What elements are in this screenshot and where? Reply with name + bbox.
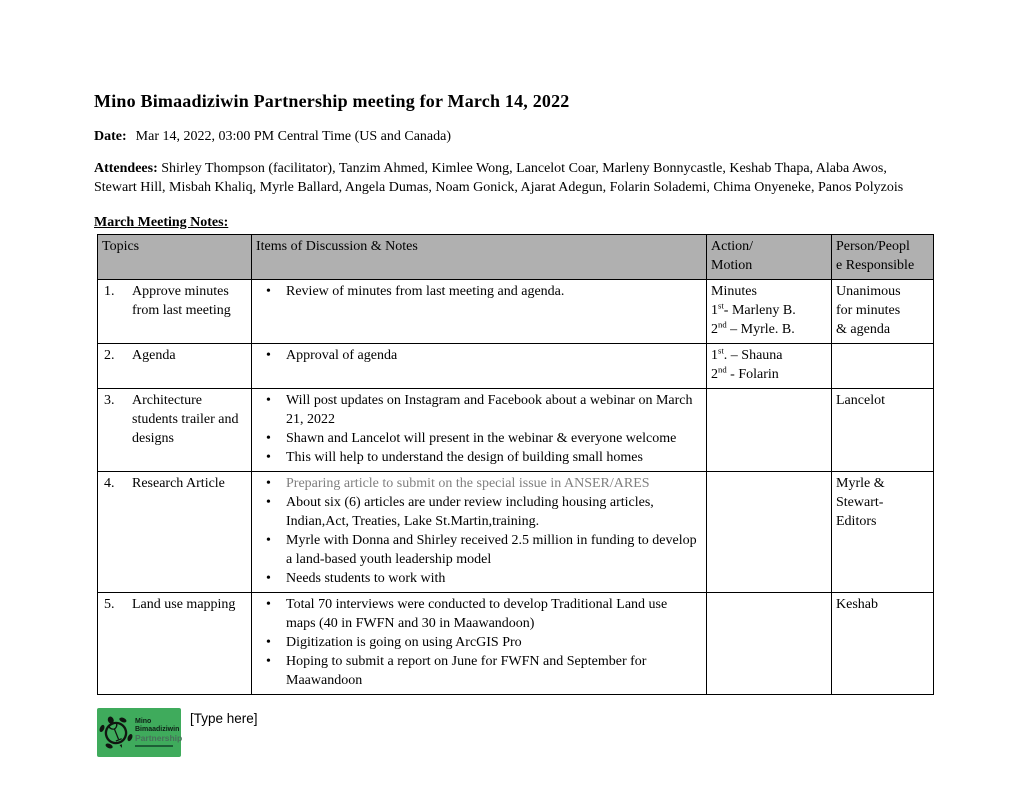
items-cell (252, 593, 707, 695)
bullet-item (256, 429, 702, 448)
bullet-item (256, 493, 702, 531)
bullet-icon: • (266, 495, 271, 510)
topic-number: 1. (104, 284, 115, 299)
bullet-item (256, 448, 702, 467)
person-responsible-cell (832, 280, 934, 344)
person-line: Editors (836, 514, 877, 529)
bullet-icon: • (266, 393, 271, 408)
person-line: Myrle & (836, 476, 885, 491)
attendees-label: Attendees: (94, 161, 158, 176)
topic-cell (98, 593, 252, 695)
logo-text (135, 718, 182, 747)
table-row (98, 472, 934, 593)
person-responsible-cell (832, 593, 934, 695)
logo-line-1: Mino (135, 718, 152, 725)
bullet-icon: • (266, 571, 271, 586)
date-label: Date: (94, 129, 127, 144)
logo-line-2: Bimaadiziwin (135, 726, 180, 733)
action-line: Minutes (711, 284, 757, 299)
meeting-notes-table (97, 234, 934, 695)
action-motion-cell (707, 472, 832, 593)
topic-cell (98, 344, 252, 389)
topic-number: 2. (104, 348, 115, 363)
footer-type-here-placeholder[interactable]: [Type here] (190, 711, 258, 726)
bullet-item (256, 346, 702, 365)
bullet-icon: • (266, 654, 271, 669)
action-line: 1st. – Shauna (711, 345, 783, 363)
logo-line-3: Partnership (135, 733, 183, 743)
table-row (98, 593, 934, 695)
topic-text: Land use mapping (132, 597, 236, 612)
bullet-text: Will post updates on Instagram and Facebook about a webinar on March 21, 2022 (286, 393, 693, 427)
bullet-icon: • (266, 450, 271, 465)
topic-cell (98, 472, 252, 593)
table-header-action-motion: Action/ Motion (707, 235, 832, 280)
turtle-logo-icon (98, 715, 134, 751)
action-motion-cell (707, 344, 832, 389)
bullet-item (256, 569, 702, 588)
bullet-item (256, 474, 702, 493)
person-responsible-cell (832, 389, 934, 472)
action-line: 2nd - Folarin (711, 364, 779, 382)
date-line (94, 127, 934, 146)
topic-number: 5. (104, 597, 115, 612)
person-responsible-cell (832, 344, 934, 389)
table-row (98, 389, 934, 472)
bullet-text: Preparing article to submit on the special issue in ANSER/ARES (286, 476, 650, 491)
action-line: 1st- Marleny B. (711, 300, 796, 318)
action-motion-cell (707, 280, 832, 344)
bullet-icon: • (266, 348, 271, 363)
bullet-item (256, 595, 702, 633)
items-cell (252, 344, 707, 389)
bullet-item (256, 531, 702, 569)
action-motion-cell (707, 389, 832, 472)
date-value: Mar 14, 2022, 03:00 PM Central Time (US and Canada) (135, 129, 452, 144)
bullet-text: Needs students to work with (286, 571, 446, 586)
meeting-notes-heading: March Meeting Notes: (94, 215, 229, 230)
bullet-icon: • (266, 533, 271, 548)
page-title: Mino Bimaadiziwin Partnership meeting for March 14, 2022 (94, 91, 570, 111)
bullet-icon: • (266, 597, 271, 612)
table-header-person-responsible: Person/Peopl e Responsible (832, 235, 934, 280)
bullet-text: About six (6) articles are under review including housing articles, Indian,Act, Treaties, Lake St.Martin,training. (286, 495, 654, 529)
bullet-text: Review of minutes from last meeting and agenda. (286, 284, 565, 299)
bullet-text: Shawn and Lancelot will present in the webinar & everyone welcome (286, 431, 677, 446)
partnership-logo (97, 708, 181, 757)
table-header-row (98, 235, 934, 280)
items-cell (252, 389, 707, 472)
table-row (98, 344, 934, 389)
table-header-items: Items of Discussion & Notes (252, 235, 707, 280)
topic-cell (98, 389, 252, 472)
bullet-item (256, 391, 702, 429)
bullet-text: Myrle with Donna and Shirley received 2.5 million in funding to develop a land-based youth leadership model (286, 533, 697, 567)
person-line: Lancelot (836, 393, 885, 408)
topic-number: 3. (104, 393, 115, 408)
bullet-text: Total 70 interviews were conducted to develop Traditional Land use maps (40 in FWFN and 30 in Maawandoon) (286, 597, 668, 631)
topic-text: Agenda (132, 348, 176, 363)
bullet-icon: • (266, 284, 271, 299)
person-line: & agenda (836, 322, 891, 337)
table-row (98, 280, 934, 344)
topic-text: Architecture students trailer and designs (132, 393, 239, 446)
items-cell (252, 472, 707, 593)
bullet-item (256, 652, 702, 690)
topic-text: Research Article (132, 476, 225, 491)
bullet-icon: • (266, 635, 271, 650)
table-header-topics: Topics (98, 235, 252, 280)
bullet-text: Digitization is going on using ArcGIS Pro (286, 635, 522, 650)
person-line: Stewart- (836, 495, 884, 510)
attendees-value: Shirley Thompson (facilitator), Tanzim Ahmed, Kimlee Wong, Lancelot Coar, Marleny Bonnycastle, Keshab Thapa, Alaba Awos, Stewart Hill, Misbah Khaliq, Myrle Ballard, Angela Dumas, Noam Gonick, Ajarat Adegun, Folarin Solademi, Chima Onyeneke, Panos Polyzois (94, 161, 904, 195)
bullet-item (256, 282, 702, 301)
person-responsible-cell (832, 472, 934, 593)
action-line: 2nd – Myrle. B. (711, 319, 795, 337)
bullet-text: Hoping to submit a report on June for FWFN and September for Maawandoon (286, 654, 647, 688)
action-motion-cell (707, 593, 832, 695)
bullet-icon: • (266, 476, 271, 491)
bullet-icon: • (266, 431, 271, 446)
person-line: Unanimous (836, 284, 901, 299)
person-line: Keshab (836, 597, 878, 612)
topic-cell (98, 280, 252, 344)
bullet-item (256, 633, 702, 652)
topic-number: 4. (104, 476, 115, 491)
logo-tagline (135, 745, 173, 747)
person-line: for minutes (836, 303, 901, 318)
attendees-paragraph (94, 159, 932, 197)
bullet-text: This will help to understand the design of building small homes (286, 450, 643, 465)
bullet-text: Approval of agenda (286, 348, 398, 363)
topic-text: Approve minutes from last meeting (132, 284, 231, 318)
items-cell (252, 280, 707, 344)
